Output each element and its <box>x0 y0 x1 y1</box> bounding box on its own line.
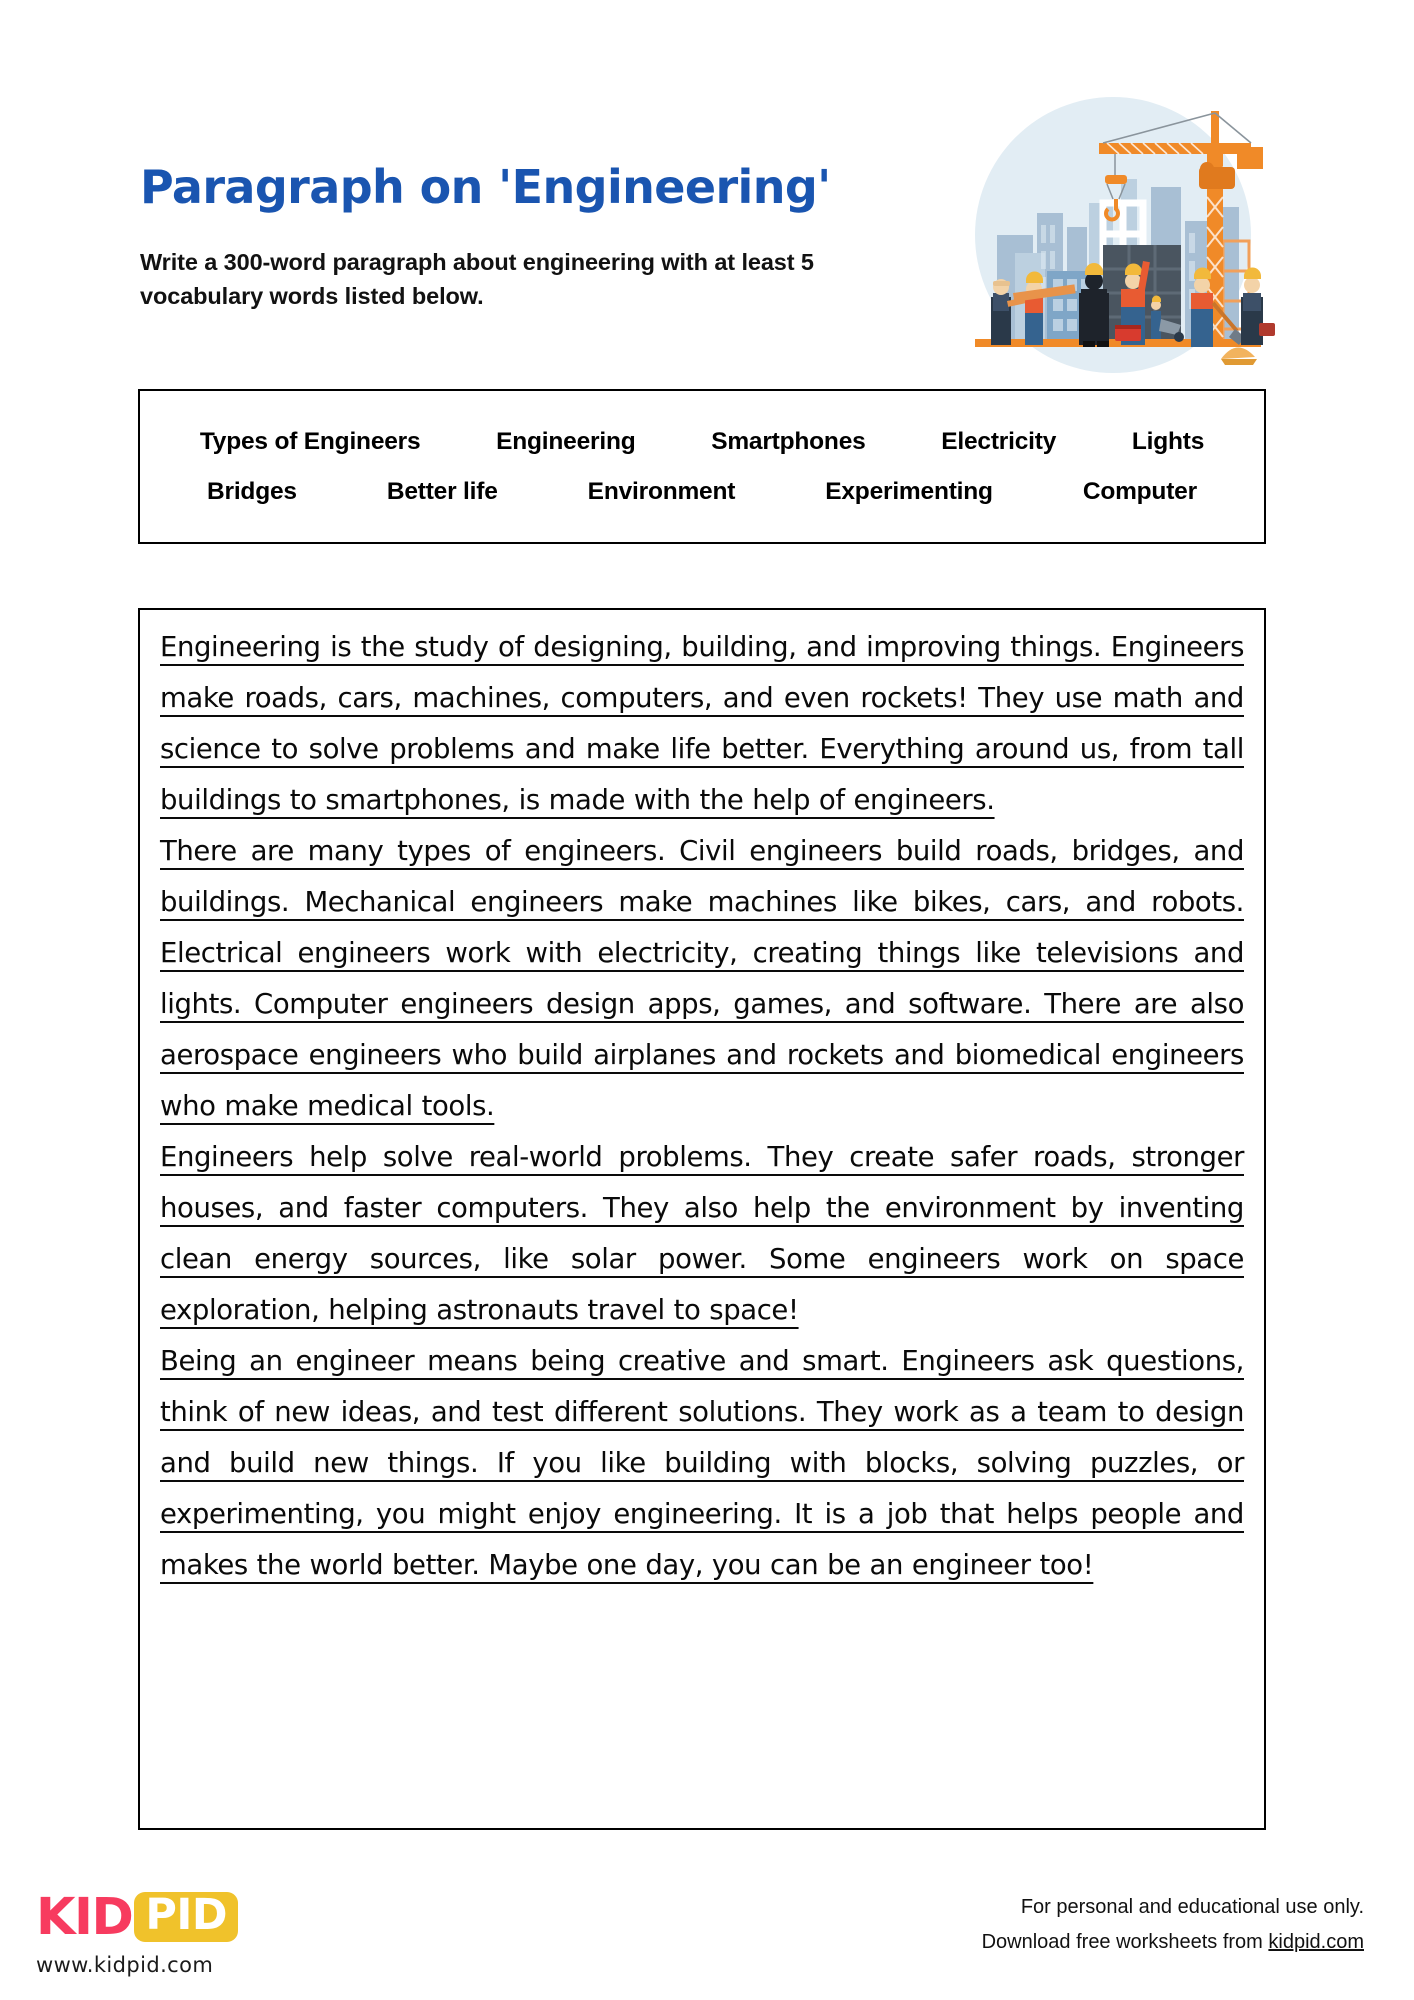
vocab-word: Engineering <box>496 427 636 455</box>
credit-download-prefix: Download free worksheets from <box>981 1931 1269 1953</box>
kidpid-logo[interactable] <box>36 1888 238 1977</box>
kidpid-link[interactable]: kidpid.com <box>1268 1931 1364 1953</box>
vocab-word: Electricity <box>941 427 1057 455</box>
credit-download-line <box>982 1925 1364 1960</box>
logo-mark <box>36 1888 238 1946</box>
vocabulary-word-bank <box>138 389 1266 544</box>
vocab-word: Computer <box>1082 477 1197 505</box>
logo-pid-badge <box>134 1892 238 1942</box>
answer-paragraph: Being an engineer means being creative and smart. Engineers ask questions, think of new ideas, and test different solutions. They work as a team to design and build new things. If you like building with blocks, solving puzzles, or experimenting, you might enjoy engineering. It is a job that helps people and makes the world better. Maybe one day, you can be an engineer too! <box>160 1345 1244 1581</box>
vocab-word: Bridges <box>207 477 297 505</box>
vocab-word: Environment <box>587 477 736 505</box>
word-bank-row <box>140 417 1264 467</box>
construction-site-illustration <box>955 75 1275 375</box>
credit-usage-line: For personal and educational use only. <box>1020 1896 1364 1918</box>
logo-website-url: www.kidpid.com <box>36 1953 214 1977</box>
page-title: Paragraph on 'Engineering' <box>140 160 831 214</box>
vocab-word: Smartphones <box>711 427 866 455</box>
vocab-word: Better life <box>386 477 498 505</box>
logo-pid-text: PID <box>145 1890 228 1940</box>
page-instructions: Write a 300-word paragraph about engineering with at least 5 vocabulary words listed below. <box>140 249 814 310</box>
word-bank-row <box>140 467 1264 517</box>
worksheet-header <box>0 0 1414 390</box>
footer-credits <box>982 1890 1364 1960</box>
vocab-word: Experimenting <box>825 477 993 505</box>
vocab-word: Lights <box>1131 427 1205 455</box>
answer-writing-area[interactable] <box>138 608 1266 1830</box>
answer-paragraph: Engineers help solve real-world problems. They create safer roads, stronger houses, and faster computers. They also help the environment by inventing clean energy sources, like solar power. Some engineers work on space exploration, helping astronauts travel to space! <box>160 1141 1244 1326</box>
worksheet-footer <box>0 1880 1414 2000</box>
vocab-word: Types of Engineers <box>199 427 421 455</box>
answer-paragraph: Engineering is the study of designing, building, and improving things. Engineers make roads, cars, machines, computers, and even rockets! They use math and science to solve problems and make life better. Everything around us, from tall buildings to smartphones, is made with the help of engineers. <box>160 631 1244 816</box>
logo-kid-text: KID <box>36 1887 133 1947</box>
answer-paragraph: There are many types of engineers. Civil engineers build roads, bridges, and buildings. Mechanical engineers make machines like bikes, cars, and robots. Electrical engineers work with electricity, creating things like televisions and lights. Computer engineers design apps, games, and software. There are also aerospace engineers who build airplanes and rockets and biomedical engineers who make medical tools. <box>160 835 1244 1122</box>
